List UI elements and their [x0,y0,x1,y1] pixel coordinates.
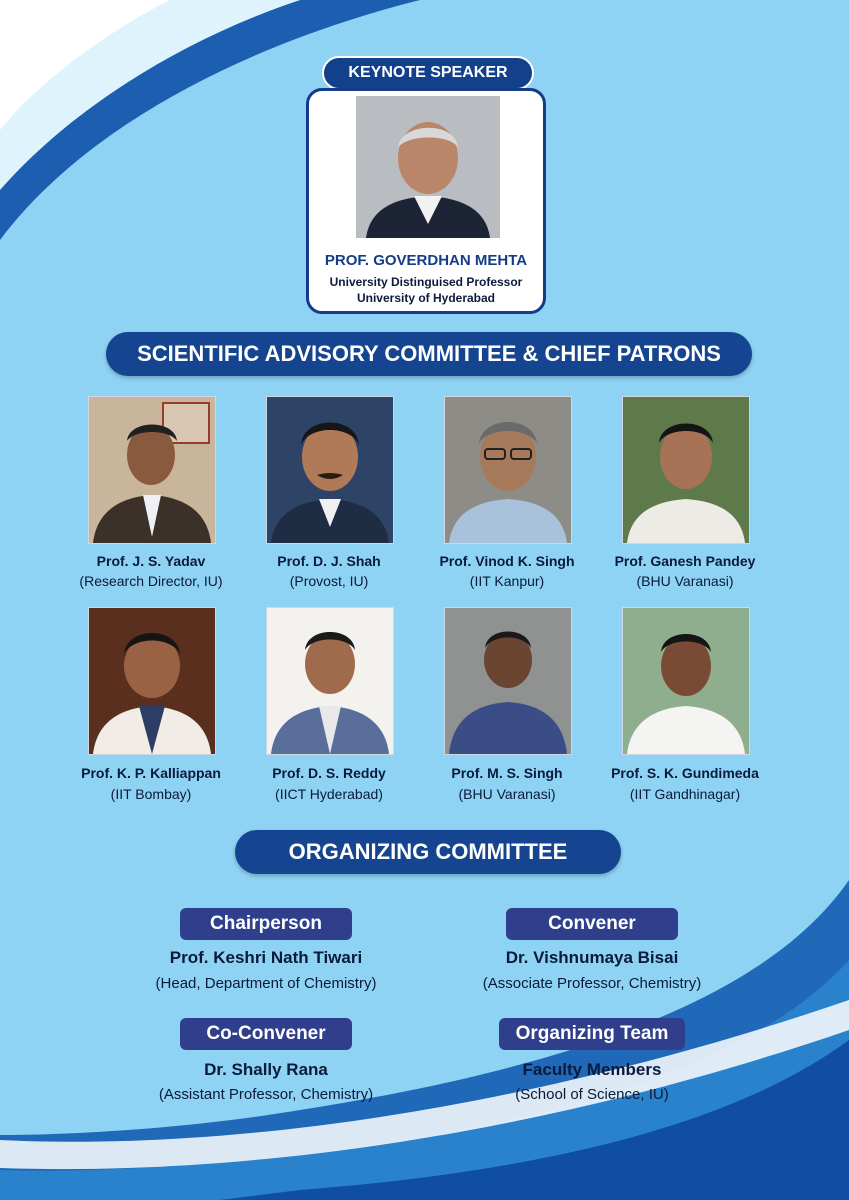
member-affiliation: (IIT Kanpur) [469,573,545,589]
role-name: Prof. Keshri Nath Tiwari [169,948,363,967]
member-affiliation: (Provost, IU) [289,573,369,589]
member-name: Prof. J. S. Yadav [96,553,206,569]
member-name: Prof. M. S. Singh [451,765,563,781]
role-name: Dr. Shally Rana [204,1060,328,1079]
member-affiliation: (IICT Hyderabad) [275,786,383,802]
role-desc: (Associate Professor, Chemistry) [482,975,702,992]
member-photo [622,396,750,544]
member-affiliation: (Research Director, IU) [79,573,223,589]
member-name: Prof. D. J. Shah [277,553,381,569]
member-affiliation: (BHU Varanasi) [636,573,734,589]
role-title-co-convener: Co-Convener [180,1018,352,1050]
member-photo [88,607,216,755]
keynote-role-line2: University of Hyderabad [356,291,496,305]
member-photo [88,396,216,544]
role-desc: (Head, Department of Chemistry) [155,975,377,992]
member-photo [444,396,572,544]
role-title-convener: Convener [506,908,678,940]
member-name: Prof. D. S. Reddy [272,765,386,781]
member-name: Prof. Vinod K. Singh [439,553,575,569]
organizing-heading: ORGANIZING COMMITTEE [235,830,621,874]
role-title-organizing-team: Organizing Team [499,1018,685,1050]
member-photo [444,607,572,755]
keynote-role [306,274,546,306]
member-photo [622,607,750,755]
role-name: Faculty Members [522,1060,662,1079]
member-affiliation: (IIT Gandhinagar) [629,786,741,802]
member-photo [266,607,394,755]
role-title-chairperson: Chairperson [180,908,352,940]
member-name: Prof. K. P. Kalliappan [81,765,221,781]
member-photo [266,396,394,544]
keynote-name: PROF. GOVERDHAN MEHTA [324,252,528,269]
member-affiliation: (IIT Bombay) [110,786,192,802]
keynote-role-line1: University Distinguised Professor [329,275,523,289]
member-name: Prof. S. K. Gundimeda [611,765,759,781]
role-name: Dr. Vishnumaya Bisai [505,948,679,967]
role-desc: (School of Science, IU) [515,1086,669,1103]
role-desc: (Assistant Professor, Chemistry) [158,1086,374,1103]
keynote-label: KEYNOTE SPEAKER [322,56,534,90]
advisory-heading: SCIENTIFIC ADVISORY COMMITTEE & CHIEF PATRONS [106,332,752,376]
member-name: Prof. Ganesh Pandey [614,553,756,569]
keynote-speaker-photo [356,96,500,238]
member-affiliation: (BHU Varanasi) [458,786,556,802]
